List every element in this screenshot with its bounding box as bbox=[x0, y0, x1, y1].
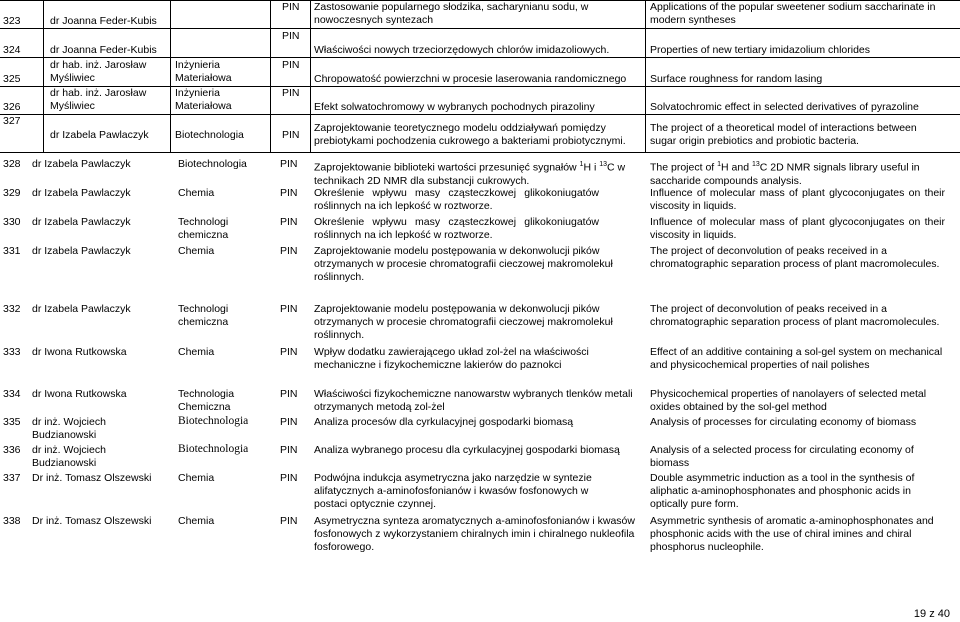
row-number: 325 bbox=[3, 73, 21, 85]
row-author: dr Iwona Rutkowska bbox=[32, 388, 127, 400]
col-divider bbox=[270, 0, 271, 152]
row-discipline: Inżynieria Materiałowa bbox=[175, 59, 232, 84]
row-title-pl: Efekt solwatochromowy w wybranych pochodnych pirazoliny bbox=[314, 101, 595, 113]
row-number: 338 bbox=[3, 515, 21, 527]
row-type: PIN bbox=[280, 444, 298, 456]
row-number: 327 bbox=[3, 115, 21, 127]
row-title-pl: Zaprojektowanie teoretycznego modelu oddziaływań pomiędzy prebiotykami pochodzenia cukrowego a bakteriami probiotycznymi. bbox=[314, 122, 626, 147]
row-type: PIN bbox=[280, 515, 298, 527]
row-title-pl: Analiza procesów dla cyrkulacyjnej gospodarki biomasą bbox=[314, 416, 574, 428]
row-discipline: Technologi chemiczna bbox=[178, 216, 229, 241]
row-discipline: Chemia bbox=[178, 472, 215, 484]
row-number: 331 bbox=[3, 245, 21, 257]
row-divider bbox=[0, 152, 960, 153]
row-title-en: Surface roughness for random lasing bbox=[650, 73, 823, 85]
row-title-en: Analysis of processes for circulating economy of biomass bbox=[650, 416, 917, 428]
row-number: 328 bbox=[3, 158, 21, 170]
row-title-pl: Chropowatość powierzchni w procesie laserowania randomicznego bbox=[314, 73, 627, 85]
row-author: dr Izabela Pawlaczyk bbox=[50, 129, 149, 141]
row-title-en: Asymmetric synthesis of aromatic a-aminophosphonates and phosphonic acids with the use of chiral imines and chiral phosphorus nucleophile. bbox=[650, 515, 934, 553]
row-type: PIN bbox=[282, 129, 300, 141]
row-title-en: Solvatochromic effect in selected derivatives of pyrazoline bbox=[650, 101, 919, 113]
row-author: Dr inż. Tomasz Olszewski bbox=[32, 515, 152, 527]
row-discipline: Chemia bbox=[178, 346, 215, 358]
row-number: 333 bbox=[3, 346, 21, 358]
row-discipline: Chemia bbox=[178, 515, 215, 527]
row-author: dr inż. Wojciech Budzianowski bbox=[32, 444, 106, 469]
row-divider bbox=[0, 28, 960, 29]
row-number: 323 bbox=[3, 15, 21, 27]
col-divider bbox=[310, 0, 311, 152]
row-type: PIN bbox=[280, 187, 298, 199]
row-title-en: Influence of molecular mass of plant glycoconjugates on their viscosity in liquids. bbox=[650, 187, 945, 212]
row-title-en: The project of deconvolution of peaks received in a chromatographic separation process of plant macromolecules. bbox=[650, 245, 940, 270]
row-title-en: Double asymmetric induction as a tool in the synthesis of aliphatic a-aminophosphonates and phosphonic acids in optically pure form. bbox=[650, 472, 915, 510]
row-number: 336 bbox=[3, 444, 21, 456]
row-author: Dr inż. Tomasz Olszewski bbox=[32, 472, 152, 484]
row-type: PIN bbox=[282, 87, 300, 99]
row-author: dr Izabela Pawlaczyk bbox=[32, 303, 131, 315]
row-discipline: Inżynieria Materiałowa bbox=[175, 87, 232, 112]
row-type: PIN bbox=[280, 388, 298, 400]
row-type: PIN bbox=[280, 158, 298, 170]
col-divider bbox=[170, 0, 171, 152]
row-author: dr Iwona Rutkowska bbox=[32, 346, 127, 358]
row-number: 335 bbox=[3, 416, 21, 428]
row-discipline: Biotechnologia bbox=[178, 415, 249, 427]
row-author: dr Izabela Pawlaczyk bbox=[32, 216, 131, 228]
row-author: dr Izabela Pawlaczyk bbox=[32, 245, 131, 257]
row-title-pl: Określenie wpływu masy cząsteczkowej glikokoniugatów roślinnych na ich lepkość w roztworze. bbox=[314, 187, 599, 212]
row-author: dr Joanna Feder-Kubis bbox=[50, 44, 157, 56]
row-title-pl: Zastosowanie popularnego słodzika, sacharynianu sodu, w nowoczesnych syntezach bbox=[314, 1, 589, 26]
row-author: dr Izabela Pawlaczyk bbox=[32, 158, 131, 170]
row-divider bbox=[0, 114, 960, 115]
row-title-pl: Asymetryczna synteza aromatycznych a-aminofosfonianów i kwasów fosfonowych z wykorzystaniem chiralnych imin i chiralnego nukleofila fosforowego. bbox=[314, 515, 635, 553]
page-number: 19 z 40 bbox=[913, 608, 950, 620]
row-discipline: Biotechnologia bbox=[178, 443, 249, 455]
row-number: 334 bbox=[3, 388, 21, 400]
row-discipline: Biotechnologia bbox=[175, 129, 244, 141]
row-discipline: Chemia bbox=[178, 187, 215, 199]
row-title-en: Analysis of a selected process for circulating economy of biomass bbox=[650, 444, 914, 469]
row-discipline: Technologia Chemiczna bbox=[178, 388, 235, 413]
row-title-pl: Określenie wpływu masy cząsteczkowej glikokoniugatów roślinnych na ich lepkość w roztworze. bbox=[314, 216, 599, 241]
row-type: PIN bbox=[280, 416, 298, 428]
row-title-en: The project of $^1$H and $^{13}$C 2D NMR signals library useful in saccharide compounds analysis. bbox=[650, 161, 920, 187]
row-title-en: Physicochemical properties of nanolayers of selected metal oxides obtained by the sol-gel method bbox=[650, 388, 927, 413]
row-discipline: Chemia bbox=[178, 245, 215, 257]
row-title-en: The project of a theoretical model of interactions between sugar origin prebiotics and probiotic bacteria. bbox=[650, 122, 917, 147]
row-author: dr hab. inż. Jarosław Myśliwiec bbox=[50, 59, 147, 84]
row-divider bbox=[0, 57, 960, 58]
row-number: 324 bbox=[3, 44, 21, 56]
row-title-pl: Zaprojektowanie modelu postępowania w dekonwolucji pików otrzymanych w procesie chromatografii cieczowej makromolekuł roślinnych. bbox=[314, 303, 613, 341]
row-number: 330 bbox=[3, 216, 21, 228]
row-type: PIN bbox=[282, 1, 300, 13]
row-type: PIN bbox=[280, 346, 298, 358]
row-title-pl: Właściwości nowych trzeciorzędowych chlorów imidazoliowych. bbox=[314, 44, 610, 56]
row-title-pl: Analiza wybranego procesu dla cyrkulacyjnej gospodarki biomasą bbox=[314, 444, 620, 456]
row-number: 332 bbox=[3, 303, 21, 315]
row-title-en: Effect of an additive containing a sol-gel system on mechanical and physicochemical properties of nail polishes bbox=[650, 346, 943, 371]
row-number: 329 bbox=[3, 187, 21, 199]
row-author: dr Izabela Pawlaczyk bbox=[32, 187, 131, 199]
col-divider bbox=[43, 0, 44, 152]
row-author: dr inż. Wojciech Budzianowski bbox=[32, 416, 106, 441]
row-title-pl: Zaprojektowanie modelu postępowania w dekonwolucji pików otrzymanych w procesie chromatografii cieczowej makromolekuł roślinnych. bbox=[314, 245, 613, 283]
row-number: 337 bbox=[3, 472, 21, 484]
row-title-pl: Podwójna indukcja asymetryczna jako narzędzie w syntezie alifatycznych a-aminofosfonianów i kwasów fosfonowych w postaci optycznie czynnej. bbox=[314, 472, 592, 510]
row-type: PIN bbox=[282, 59, 300, 71]
row-discipline: Biotechnologia bbox=[178, 158, 247, 170]
row-title-en: Properties of new tertiary imidazolium chlorides bbox=[650, 44, 871, 56]
row-type: PIN bbox=[280, 245, 298, 257]
col-divider bbox=[645, 0, 646, 152]
row-title-pl: Zaprojektowanie biblioteki wartości przesunięć sygnałów $^1$H i $^{13}$C w technikach 2D NMR dla substancji cukrowych. bbox=[314, 161, 626, 187]
row-title-pl: Wpływ dodatku zawierającego układ zol-żel na właściwości mechaniczne i fizykochemiczne lakierów do paznokci bbox=[314, 346, 589, 371]
row-title-en: Applications of the popular sweetener sodium saccharinate in modern syntheses bbox=[650, 1, 936, 26]
row-title-pl: Właściwości fizykochemiczne nanowarstw wybranych tlenków metali otrzymanych metodą zol-żel bbox=[314, 388, 633, 413]
row-type: PIN bbox=[280, 216, 298, 228]
row-type: PIN bbox=[280, 472, 298, 484]
row-title-en: The project of deconvolution of peaks received in a chromatographic separation process of plant macromolecules. bbox=[650, 303, 940, 328]
row-type: PIN bbox=[280, 303, 298, 315]
row-title-en: Influence of molecular mass of plant glycoconjugates on their viscosity in liquids. bbox=[650, 216, 945, 241]
row-author: dr hab. inż. Jarosław Myśliwiec bbox=[50, 87, 147, 112]
row-number: 326 bbox=[3, 101, 21, 113]
row-author: dr Joanna Feder-Kubis bbox=[50, 15, 157, 27]
row-type: PIN bbox=[282, 30, 300, 42]
row-discipline: Technologi chemiczna bbox=[178, 303, 229, 328]
